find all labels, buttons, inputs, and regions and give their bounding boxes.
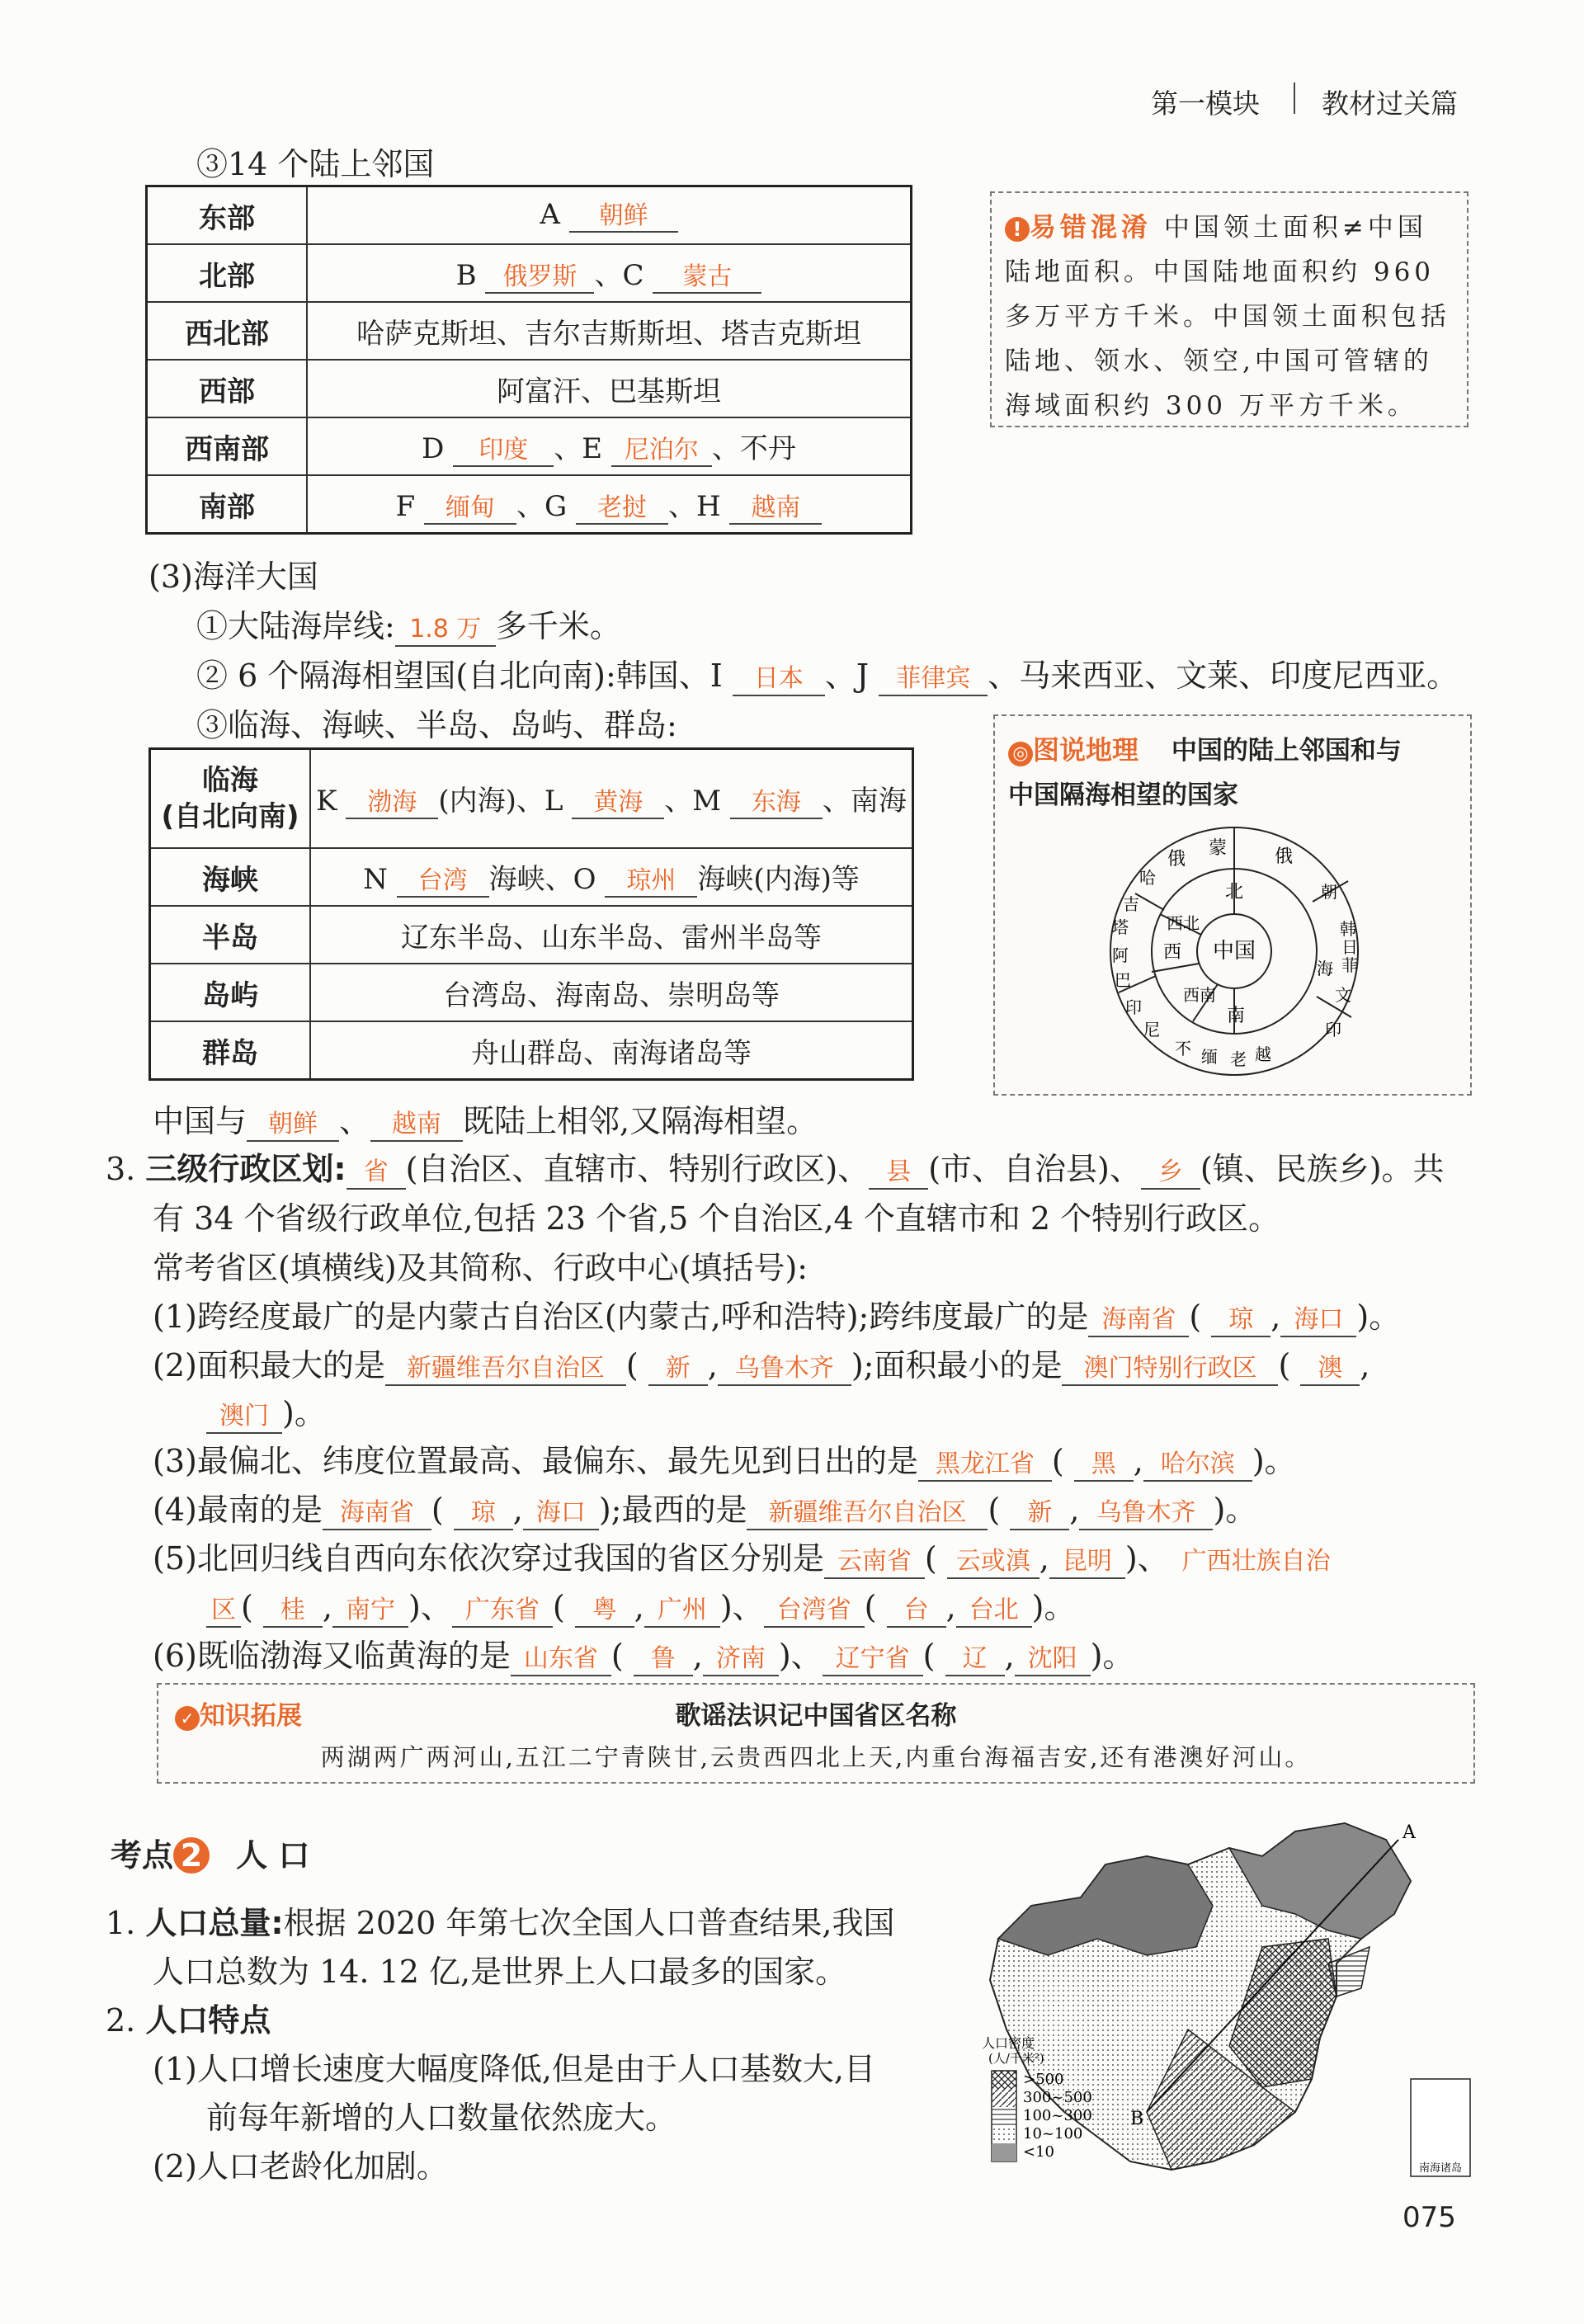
pop-line-3: 2. 人口特点: [106, 2002, 271, 2039]
neighbors-heading: ③14 个陆上邻国: [196, 146, 435, 182]
table-row: 南部 F 缅甸 、G 老挝 、H 越南: [147, 475, 912, 534]
admin-line-2: 有 34 个省级行政单位,包括 23 个省,5 个自治区,4 个直辖市和 2 个特别行政区。: [153, 1200, 1280, 1237]
legend-swatch: [992, 2143, 1016, 2161]
mistake-box: [990, 191, 1468, 427]
outer-label: 塔: [1112, 917, 1129, 937]
question-3: (3)最偏北、纬度位置最高、最偏东、最先见到日出的是 黑龙江省 ( 黑 , 哈尔滨 )。: [153, 1435, 1296, 1482]
legend-swatch: [992, 2125, 1016, 2143]
ocean-heading: (3)海洋大国: [148, 559, 318, 595]
outer-label: 尼: [1143, 1020, 1160, 1039]
admin-line-3: 常考省区(填横线)及其简称、行政中心(填括号):: [153, 1250, 808, 1286]
diagram-tag: ◎ 图说地理: [1008, 734, 1138, 766]
point2-heading: 考点 2 人 口: [111, 1837, 310, 1874]
pop-line-5: 前每年新增的人口数量依然庞大。: [206, 2100, 677, 2136]
legend-unit: (人/千米²): [988, 2051, 1044, 2066]
table-row: 岛屿 台湾岛、海南岛、崇明岛等: [150, 964, 913, 1021]
outer-label: 朝: [1321, 882, 1337, 902]
pop-line-6: (2)人口老龄化加剧。: [153, 2148, 448, 2185]
outer-label: 蒙: [1208, 838, 1228, 859]
outer-label: 韩: [1340, 919, 1356, 939]
outer-label: 老: [1230, 1049, 1247, 1069]
inset-label: 南海诸岛: [1418, 2162, 1463, 2175]
table-row: 东部 A 朝鲜: [147, 186, 912, 245]
table-row: 临海 (自北向南) K 渤海 (内海)、L 黄海 、M 东海 、南海: [150, 749, 913, 849]
legend-label: >500: [1023, 2071, 1064, 2088]
population-density-map: [982, 1815, 1477, 2194]
neighbor-diagram: [1086, 819, 1383, 1083]
outer-label: 越: [1255, 1044, 1271, 1064]
inner-label: 西: [1162, 942, 1182, 963]
page-number: 075: [1402, 2201, 1456, 2234]
both-neighbors-line: 中国与 朝鲜 、 越南 既陆上相邻,又隔海相望。: [153, 1096, 818, 1142]
pop-line-1: 1. 人口总量:根据 2020 年第七次全国人口普查结果,我国: [106, 1905, 895, 1941]
section-label: 教材过关篇: [1322, 87, 1458, 120]
sea-neighbors-line: ② 6 个隔海相望国(自北向南):韩国、I 日本 、J 菲律宾 、马来西亚、文莱、印度尼西亚。: [196, 650, 1458, 696]
question-2-cont: 澳门 )。: [206, 1388, 326, 1434]
legend-title: 人口密度: [982, 2035, 1035, 2051]
globe-icon: ◎: [1008, 742, 1033, 766]
table-row: 北部 B 俄罗斯 、C 蒙古: [147, 244, 912, 302]
line-label-b: B: [1130, 2109, 1144, 2129]
outer-label: 哈: [1139, 868, 1156, 888]
lightbulb-icon: ✓: [175, 1706, 200, 1731]
module-label: 第一模块: [1151, 87, 1260, 120]
mistake-text: 中国领土面积≠中国陆地面积。中国陆地面积约 960 多万平方千米。中国领土面积包括陆地、领水、领空,中国可管辖的海域面积约 300 万平方千米。: [1005, 213, 1450, 421]
inner-label: 西北: [1167, 913, 1200, 933]
outer-label: 文: [1335, 985, 1351, 1005]
header-divider: [1294, 82, 1295, 114]
sea-features-line: ③临海、海峡、半岛、岛屿、群岛:: [196, 707, 677, 743]
map-region: [998, 1856, 1213, 1955]
outer-label: 阿: [1112, 945, 1129, 965]
expand-box: [157, 1683, 1475, 1784]
legend-swatch: [992, 2089, 1016, 2107]
outer-label: 缅: [1201, 1047, 1218, 1067]
outer-label: 菲: [1341, 955, 1358, 975]
table-row: 群岛 舟山群岛、南海诸岛等: [150, 1021, 913, 1080]
table-row: 西北部 哈萨克斯坦、吉尔吉斯斯坦、塔吉克斯坦: [147, 302, 912, 360]
center-label: 中国: [1212, 939, 1256, 964]
admin-line-1: 3. 三级行政区划: 省 (自治区、直辖市、特别行政区)、 县 (市、自治县)、 乡 (镇、民族乡)。共: [106, 1143, 1445, 1190]
coastline-line: ①大陆海岸线: 1.8 万 多千米。: [196, 601, 621, 647]
outer-label: 海: [1317, 959, 1333, 978]
question-4: (4)最南的是 海南省 ( 琼 , 海口 );最西的是 新疆维吾尔自治区 ( 新 , 乌鲁木齐 )。: [153, 1484, 1256, 1530]
question-1: (1)跨经度最广的是内蒙古自治区(内蒙古,呼和浩特);跨纬度最广的是 海南省 ( 琼 , 海口 )。: [153, 1291, 1400, 1337]
outer-label: 俄: [1167, 849, 1186, 870]
outer-label: 巴: [1115, 970, 1131, 990]
outer-label: 印: [1125, 997, 1142, 1017]
table-row: 海峡 N 台湾 海峡、O 琼州 海峡(内海)等: [150, 848, 913, 906]
diagram-title-2: 中国隔海相望的国家: [1008, 780, 1238, 810]
inner-label: 南: [1226, 1006, 1246, 1026]
outer-label: 印: [1325, 1020, 1341, 1039]
question-5-cont: 区 ( 桂 , 南宁 )、 广东省 ( 粤 , 广州 )、 台湾省 ( 台 , 台北 )。: [206, 1582, 1075, 1628]
inner-label: 北: [1224, 882, 1244, 903]
table-row: 半岛 辽东半岛、山东半岛、雷州半岛等: [150, 906, 913, 964]
inner-label: 西南: [1183, 985, 1216, 1005]
expand-tag: ✓ 知识拓展: [175, 1695, 302, 1732]
alert-icon: !: [1005, 217, 1030, 242]
expand-text: 两湖两广两河山,五江二宁青陕甘,云贵西四北上天,内重台海福吉安,还有港澳好河山。: [320, 1743, 1312, 1771]
expand-title: 歌谣法识记中国省区名称: [675, 1701, 957, 1731]
legend-label: 10~100: [1023, 2125, 1083, 2143]
question-5: (5)北回归线自西向东依次穿过我国的省区分别是 云南省 ( 云或滇 , 昆明 )、 广西壮族自治: [153, 1533, 1344, 1579]
pop-line-4: (1)人口增长速度大幅度降低,但是由于人口基数大,目: [153, 2051, 875, 2087]
question-2: (2)面积最大的是 新疆维吾尔自治区 ( 新 , 乌鲁木齐 );面积最小的是 澳门特别行政区 ( 澳 ,: [153, 1340, 1370, 1386]
table-row: 西南部 D 印度 、E 尼泊尔 、不丹: [147, 417, 912, 475]
point-number-badge: 2: [173, 1837, 210, 1874]
mistake-tag: ! 易错混淆: [1005, 211, 1152, 243]
pop-line-2: 人口总数为 14. 12 亿,是世界上人口最多的国家。: [153, 1954, 847, 1990]
legend-label: 300~500: [1023, 2089, 1092, 2106]
sea-table: [148, 747, 914, 1081]
line-label-a: A: [1402, 1822, 1416, 1843]
outer-label: 俄: [1274, 846, 1294, 867]
legend-swatch: [992, 2107, 1016, 2125]
diagram-box: [993, 714, 1472, 1096]
diagram-title-1: 中国的陆上邻国和与: [1171, 736, 1402, 766]
outer-label: 吉: [1123, 894, 1139, 914]
legend-swatch: [992, 2071, 1016, 2089]
legend-label: <10: [1023, 2143, 1054, 2161]
question-6: (6)既临渤海又临黄海的是 山东省 ( 鲁 , 济南 )、 辽宁省 ( 辽 , 沈阳 )。: [153, 1630, 1134, 1676]
legend-label: 100~300: [1023, 2107, 1092, 2124]
outer-label: 日: [1341, 937, 1358, 957]
neighbors-table: [145, 185, 912, 535]
table-row: 西部 阿富汗、巴基斯坦: [147, 360, 912, 417]
outer-label: 不: [1175, 1039, 1191, 1058]
